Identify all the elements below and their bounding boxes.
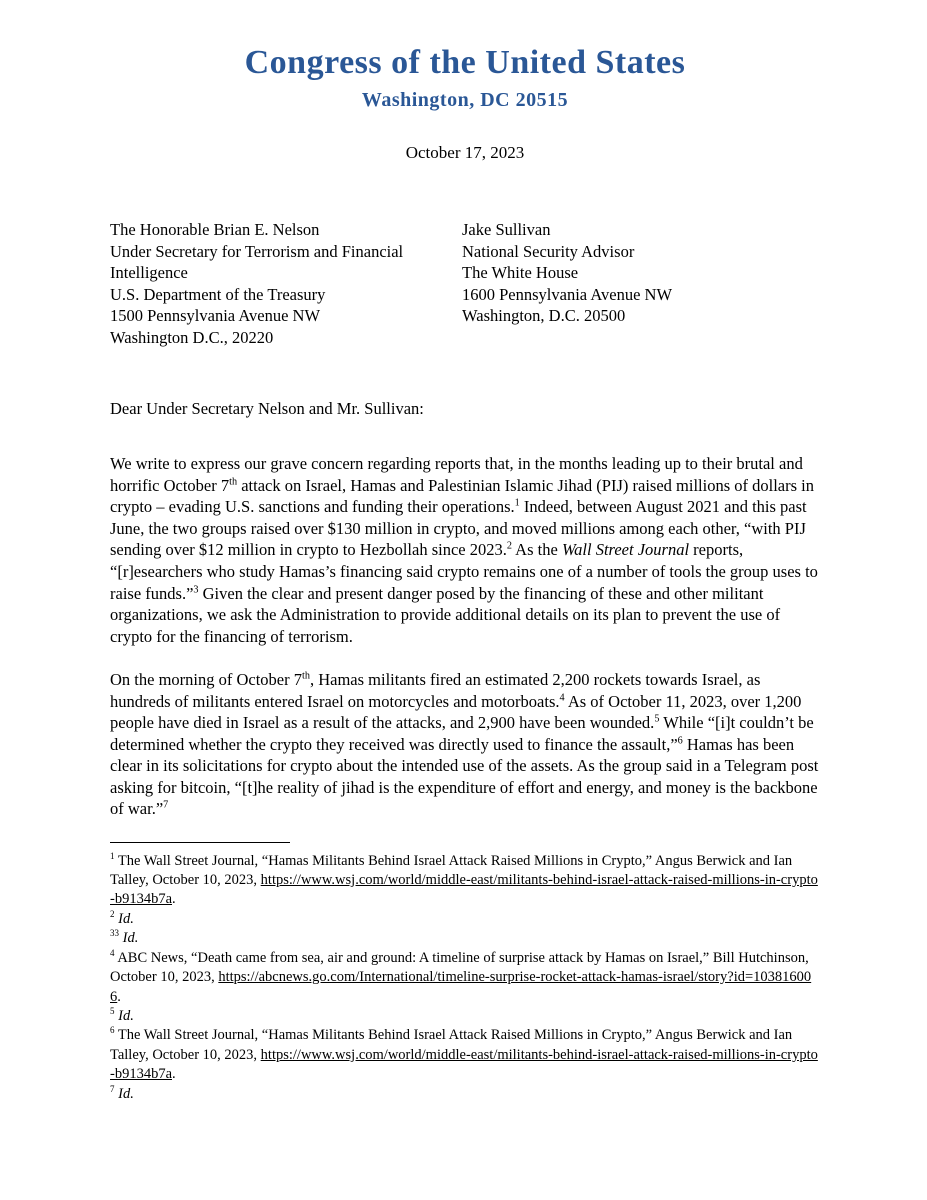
letter-body (110, 453, 820, 820)
footnote-separator (110, 842, 290, 843)
footnote (110, 1026, 820, 1084)
italic-text: Id. (118, 1007, 134, 1024)
footnote (110, 1085, 820, 1104)
recipient-line: Washington, D.C. 20500 (462, 306, 626, 326)
recipient-line: U.S. Department of the Treasury (110, 284, 326, 304)
text-run: , Hamas militants fired an estimated 2,200 rockets towards Israel, as hundreds of militants entered Israel on motorcycles and motorboats. (110, 669, 761, 711)
body-paragraph (110, 669, 820, 820)
italic-text: Id. (122, 930, 139, 947)
recipient-line: National Security Advisor (462, 241, 635, 261)
italic-text: Id. (118, 1085, 134, 1102)
hyperlink[interactable]: https://www.wsj.com/world/middle-east/militants-behind-israel-attack-raised-millions-in-crypto-b9134b7a (110, 872, 818, 908)
body-paragraph (110, 453, 820, 647)
text-run: Indeed, between August 2021 and this past June, the two groups raised over $130 million in crypto, and moved millions among each other, “with PIJ sending over $12 million in crypto to Hezbollah since 2023. (110, 497, 807, 560)
superscript-marker: 5 (654, 713, 660, 725)
recipient-line: Jake Sullivan (462, 220, 551, 240)
superscript-marker: 6 (677, 735, 683, 747)
footnote-marker: 4 (110, 947, 115, 958)
letterhead-title: Congress of the United States (244, 44, 686, 81)
text-run: . (172, 891, 176, 908)
footnote (110, 852, 820, 910)
footnote (110, 910, 820, 929)
footnote-marker: 7 (110, 1083, 115, 1094)
recipient-right (462, 219, 820, 348)
footnote (110, 1007, 820, 1026)
recipient-line: Intelligence (110, 263, 188, 283)
italic-text: Wall Street Journal (561, 540, 690, 560)
footnote-marker: 1 (110, 850, 115, 861)
text-run: attack on Israel, Hamas and Palestinian Islamic Jihad (PIJ) raised millions of dollars in crypto – evading U.S. sanctions and funding their operations. (110, 475, 814, 517)
recipient-left (110, 219, 462, 348)
text-run: Hamas has been clear in its solicitations for crypto about the intended use of the assets. As the group said in a Telegram post asking for bitcoin, “[t]he reality of jihad is the expenditure of effort and energy, and money is the backbone of war.” (110, 734, 819, 819)
footnote (110, 929, 820, 948)
recipient-line: 1600 Pennsylvania Avenue NW (462, 284, 673, 304)
text-run: The Wall Street Journal, “Hamas Militants Behind Israel Attack Raised Millions in Crypto,” Angus Berwick and Ian Talley, October 10, 2023, (110, 1027, 793, 1063)
recipient-line: Under Secretary for Terrorism and Financial (110, 241, 404, 261)
text-run: . (117, 988, 121, 1005)
salutation: Dear Under Secretary Nelson and Mr. Sullivan: (110, 399, 424, 419)
superscript-marker: 7 (163, 799, 169, 811)
hyperlink[interactable]: https://www.wsj.com/world/middle-east/militants-behind-israel-attack-raised-millions-in-crypto-b9134b7a (110, 1046, 818, 1083)
hyperlink[interactable]: https://abcnews.go.com/International/timeline-surprise-rocket-attack-hamas-israel/story?id=103816006 (110, 969, 812, 1005)
letterhead (110, 44, 820, 112)
text-run: Given the clear and present danger posed by the financing of these and other militant organizations, we ask the Administration to provide additional details on its plan to prevent the use of crypto for the financing of terrorism. (110, 583, 781, 646)
recipient-line: 1500 Pennsylvania Avenue NW (110, 306, 321, 326)
recipient-line: Washington D.C., 20220 (110, 327, 274, 347)
superscript-marker: 2 (506, 540, 512, 552)
superscript-marker: th (229, 476, 238, 488)
footnote-marker: 2 (110, 909, 115, 920)
text-run: On the morning of October 7 (110, 669, 302, 689)
recipient-line: The White House (462, 263, 579, 283)
text-run: While “[i]t couldn’t be determined whether the crypto they received was directly used to finance the assault,” (110, 713, 814, 754)
text-run: reports, “[r]esearchers who study Hamas’s financing said crypto remains one of a number of tools the group uses to raise funds.” (110, 540, 818, 603)
footnote (110, 949, 820, 1007)
text-run: . (172, 1066, 176, 1083)
superscript-marker: th (302, 670, 310, 682)
superscript-marker: 3 (193, 584, 199, 596)
recipient-line: The Honorable Brian E. Nelson (110, 220, 320, 240)
text-run: As the (511, 540, 562, 560)
footnote-marker: 33 (110, 928, 119, 939)
text-run: As of October 11, 2023, over 1,200 people have died in Israel as a result of the attacks, and 2,900 have been wounded. (110, 691, 802, 733)
footnote-marker: 5 (110, 1006, 115, 1017)
text-run: The Wall Street Journal, “Hamas Militants Behind Israel Attack Raised Millions in Crypto,” Angus Berwick and Ian Talley, October 10, 2023, (110, 852, 793, 889)
superscript-marker: 4 (559, 692, 565, 704)
text-run: We write to express our grave concern regarding reports that, in the months leading up to their brutal and horrific October 7 (110, 453, 803, 495)
footnote-marker: 6 (110, 1025, 115, 1036)
letter-date: October 17, 2023 (405, 143, 525, 163)
superscript-marker: 1 (514, 497, 520, 509)
recipient-blocks (110, 219, 820, 348)
letterhead-address: Washington, DC 20515 (361, 89, 569, 112)
text-run: ABC News, “Death came from sea, air and ground: A timeline of surprise attack by Hamas on Israel,” Bill Hutchinson, October 10, 2023, (110, 949, 809, 986)
footnotes (110, 852, 820, 1104)
italic-text: Id. (118, 910, 134, 927)
